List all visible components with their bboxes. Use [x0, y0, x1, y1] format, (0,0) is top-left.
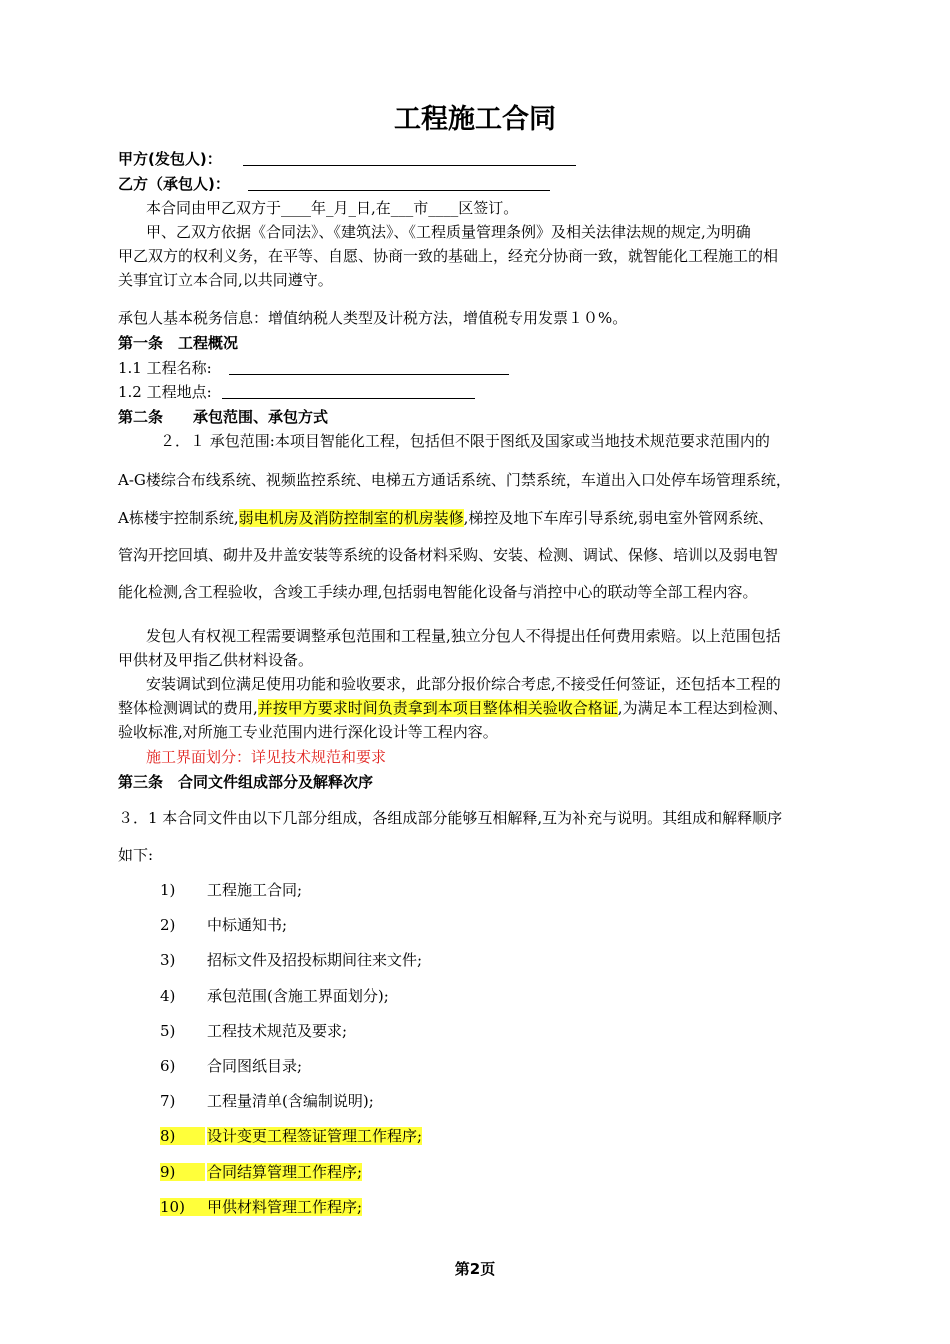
highlight-acceptance-cert: 并按甲方要求时间负责拿到本项目整体相关验收合格证	[257, 699, 618, 717]
document-list-item-number: 8)	[160, 1125, 205, 1147]
document-list-item: 中标通知书;	[207, 916, 288, 934]
docs-line-1: ３．1 本合同文件由以下几部分组成，各组成部分能够互相解释,互为补充与说明。其组成和解释顺序	[118, 809, 783, 827]
docs-line-2: 如下:	[118, 846, 154, 864]
party-a-label: 甲方(发包人)：	[118, 150, 222, 168]
document-list-item: 合同图纸目录;	[207, 1057, 303, 1075]
document-list-item-number: 9)	[160, 1161, 205, 1183]
tax-info: 承包人基本税务信息：增值纳税人类型及计税方法，增值税专用发票１０%。	[118, 309, 628, 327]
project-site-blank	[222, 398, 475, 399]
party-b-label: 乙方（承包人)：	[118, 175, 230, 193]
document-list-item: 设计变更工程签证管理工作程序;	[207, 1127, 423, 1145]
adjust-line-2: 甲供材及甲指乙供材料设备。	[118, 651, 314, 669]
scope-line-1: ２．１ 承包范围:本项目智能化工程，包括但不限于图纸及国家或当地技术规范要求范围内的	[160, 432, 770, 450]
basis-line-1: 甲、乙双方依据《合同法》、《建筑法》、《工程质量管理条例》及相关法律法规的规定,为明确	[146, 223, 751, 241]
article-3-heading: 第三条 合同文件组成部分及解释次序	[118, 773, 374, 791]
highlight-machine-room: 弱电机房及消防控制室的机房装修	[238, 509, 464, 527]
basis-line-3: 关事宜订立本合同,以共同遵守。	[118, 271, 333, 289]
document-list-item: 甲供材料管理工作程序;	[207, 1198, 363, 1216]
document-list-item-number: 3)	[160, 951, 176, 969]
basis-line-2: 甲乙双方的权利义务，在平等、自愿、协商一致的基础上，经充分协商一致，就智能化工程施工的相	[118, 247, 779, 265]
document-list-item: 招标文件及招投标期间往来文件;	[207, 951, 423, 969]
document-list-item-number: 10)	[160, 1196, 215, 1218]
document-list-item: 工程技术规范及要求;	[207, 1022, 348, 1040]
document-list-item: 工程施工合同;	[207, 881, 303, 899]
document-list-item-number: 7)	[160, 1092, 176, 1110]
document-list-item-number: 1)	[160, 881, 176, 899]
document-list-item-number: 6)	[160, 1057, 176, 1075]
article-1-heading: 第一条 工程概况	[118, 334, 239, 352]
party-b-blank	[248, 190, 550, 191]
document-list-item: 承包范围(含施工界面划分);	[207, 987, 389, 1005]
party-a-blank	[243, 165, 576, 166]
project-name-label: 1.1 工程名称:	[118, 359, 212, 377]
page-number: 第2页	[454, 1260, 496, 1278]
document-list-item: 合同结算管理工作程序;	[207, 1163, 363, 1181]
install-line-1: 安装调试到位满足使用功能和验收要求，此部分报价综合考虑,不接受任何签证，还包括本工程的	[146, 675, 781, 693]
interface-note: 施工界面划分：详见技术规范和要求	[146, 748, 387, 766]
install-line-3: 验收标准,对所施工专业范围内进行深化设计等工程内容。	[118, 723, 498, 741]
project-site-label: 1.2 工程地点:	[118, 383, 212, 401]
scope-line-4: 管沟开挖回填、砌井及井盖安装等系统的设备材料采购、安装、检测、调试、保修、培训以及弱电智	[118, 546, 779, 564]
document-list-item: 工程量清单(含编制说明);	[207, 1092, 374, 1110]
document-list-item-number: 2)	[160, 916, 176, 934]
project-name-blank	[229, 374, 509, 375]
article-2-heading: 第二条 承包范围、承包方式	[118, 408, 329, 426]
install-line-2: 整体检测调试的费用,并按甲方要求时间负责拿到本项目整体相关验收合格证,为满足本工程达到检测、	[118, 699, 788, 717]
document-title: 工程施工合同	[394, 104, 556, 135]
scope-line-2: A-G楼综合布线系统、视频监控系统、电梯五方通话系统、门禁系统，车道出入口处停车场管理系统，	[118, 471, 791, 489]
scope-line-5: 能化检测,含工程验收，含竣工手续办理,包括弱电智能化设备与消控中心的联动等全部工程内容。	[118, 583, 758, 601]
document-list-item-number: 5)	[160, 1022, 176, 1040]
adjust-line-1: 发包人有权视工程需要调整承包范围和工程量,独立分包人不得提出任何费用索赔。以上范围包括	[146, 627, 781, 645]
sign-line: 本合同由甲乙双方于____年_月_日,在___市____区签订。	[146, 199, 519, 217]
scope-line-3: A栋楼宇控制系统,弱电机房及消防控制室的机房装修,梯控及地下车库引导系统,弱电室外管网系统、	[118, 509, 774, 527]
document-list-item-number: 4)	[160, 987, 176, 1005]
